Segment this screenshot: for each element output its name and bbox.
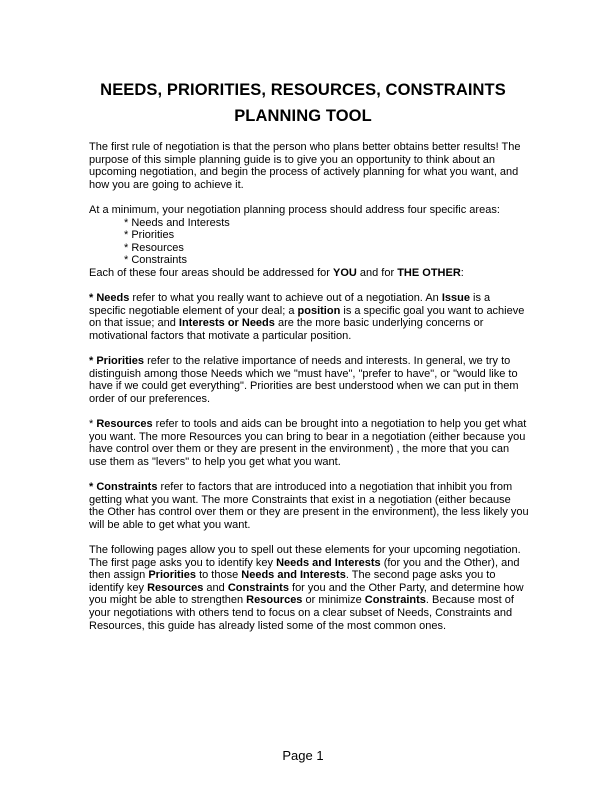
following-bold-5: Constraints: [227, 581, 289, 594]
you-emphasis: YOU: [333, 266, 357, 279]
following-text-7: or minimize: [302, 594, 365, 607]
resources-paragraph: [89, 418, 529, 468]
following-bold-2: Priorities: [148, 569, 197, 582]
needs-label: * Needs: [89, 292, 130, 305]
areas-list: [89, 217, 529, 267]
page-number: Page 1: [282, 748, 324, 763]
priorities-label: * Priorities: [89, 355, 145, 368]
following-text-3: to those: [196, 569, 242, 582]
following-text-6: for you and the Other Party, and determine how you might be able to strengthen: [89, 581, 524, 607]
following-text-1: The following pages allow you to spell out these elements for your upcoming negotiation. The first page asks you to identify key: [89, 544, 521, 569]
needs-text-2: is a specific negotiable element of your deal; a: [89, 292, 491, 317]
constraints-label: * Constraints: [89, 481, 158, 494]
resources-bullet: *: [89, 418, 97, 431]
list-item-resources: * Resources: [124, 241, 184, 254]
needs-text-1: refer to what you really want to achieve out of a negotiation. An: [129, 292, 442, 305]
each-area-line: [89, 267, 529, 280]
following-bold-1: Needs and Interests: [276, 556, 381, 569]
other-emphasis: THE OTHER: [397, 266, 461, 279]
priorities-text: refer to the relative importance of needs and interests. In general, we try to distinguish among those Needs which we "must have", "prefer to have", or "would like to have if we could get everything". Priorities are best understood when we can put in them order of our preferences.: [89, 355, 519, 405]
resources-text: refer to tools and aids can be brought into a negotiation to help you get what you want. The more Resources you can bring to bear in a negotiation (either because you have control over them or they are present in the environment) , the more that you can use them as "levers" to help you get what you want.: [89, 418, 527, 468]
following-paragraph: [89, 544, 529, 632]
priorities-paragraph: [89, 355, 529, 405]
following-text-2: (for you and the Other), and then assign: [89, 556, 520, 582]
minimum-intro: At a minimum, your negotiation planning process should address four specific areas:: [89, 203, 500, 216]
each-mid: and for: [356, 266, 398, 279]
issue-term: Issue: [441, 292, 470, 305]
interests-term: Interests or Needs: [178, 317, 275, 330]
following-text-4: . The second page asks you to identify key: [89, 569, 496, 594]
page-title-line-2: PLANNING TOOL: [234, 107, 372, 125]
following-bold-6: Resources: [246, 594, 303, 607]
list-item-constraints: * Constraints: [124, 254, 187, 267]
constraints-text: refer to factors that are introduced into a negotiation that inhibit you from getting what you want. The more Constraints that exist in a negotiation (either because the Other has control over them or they are present in the environment), the less likely you will be able to get what you want.: [89, 481, 529, 531]
needs-paragraph: [89, 292, 529, 342]
intro-paragraph: The first rule of negotiation is that the person who plans better obtains better results! The purpose of this simple planning guide is to give you an opportunity to think about an upcoming negotiation, and begin the process of actively planning for what you want, and how you are going to achieve it.: [89, 141, 521, 191]
resources-label: Resources: [96, 418, 153, 431]
following-text-5: and: [203, 581, 228, 594]
constraints-paragraph: [89, 481, 529, 531]
list-item-needs: * Needs and Interests: [124, 216, 230, 229]
each-post: :: [460, 266, 464, 279]
following-bold-7: Constraints: [364, 594, 426, 607]
each-pre: Each of these four areas should be addressed for: [89, 266, 333, 279]
following-bold-4: Resources: [147, 581, 204, 594]
position-term: position: [297, 304, 341, 317]
page-title-line-1: NEEDS, PRIORITIES, RESOURCES, CONSTRAINTS: [100, 81, 506, 99]
needs-text-3: is a specific goal you want to achieve on that issue; and: [89, 304, 525, 330]
following-text-8: . Because most of your negotiations with others tend to focus on a clear subset of Needs, Constraints and Resources, this guide has already listed some of the most common ones.: [89, 594, 514, 632]
document-body: [89, 141, 529, 645]
list-item-priorities: * Priorities: [124, 229, 175, 242]
following-bold-3: Needs and Interests: [241, 569, 346, 582]
needs-text-4: are the more basic underlying concerns or motivational factors that motivate a particular position.: [89, 317, 484, 342]
